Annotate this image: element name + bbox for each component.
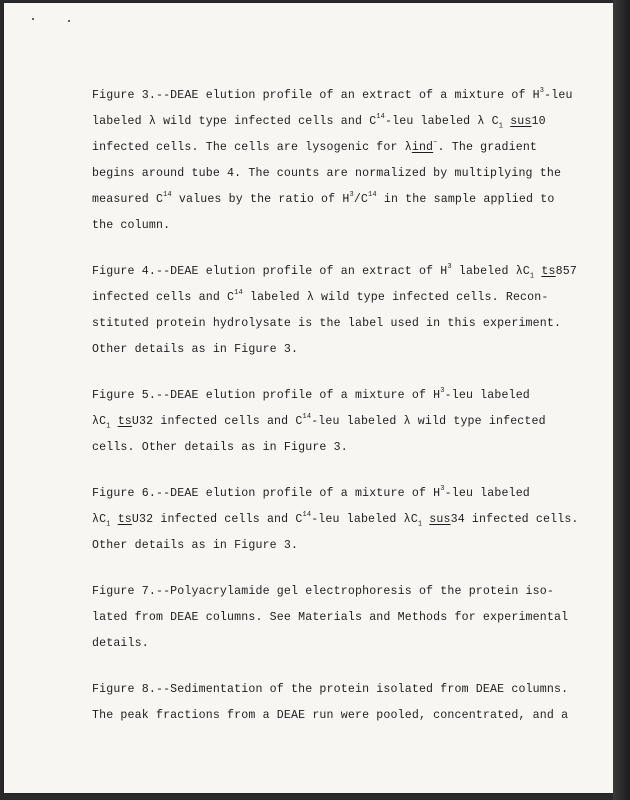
caption-line	[92, 161, 592, 187]
text-run: details.	[92, 637, 149, 650]
text-run: U32 infected cells and C	[131, 415, 303, 428]
text-run: ts	[117, 513, 132, 526]
figure-caption	[92, 259, 592, 363]
text-run: sus	[429, 513, 451, 526]
speck-mark	[68, 20, 70, 22]
text-run: the column.	[92, 219, 171, 232]
text-run: 1	[106, 422, 111, 431]
figure-caption	[92, 83, 592, 239]
text-run: 3	[539, 87, 545, 96]
text-run: in the sample applied to	[376, 193, 555, 206]
caption-line	[92, 481, 592, 507]
text-run: 3	[349, 191, 354, 200]
scan-edge	[613, 0, 630, 800]
text-run: . The gradient	[437, 141, 538, 154]
text-run: 3	[447, 263, 452, 272]
text-run: 10	[531, 115, 546, 128]
caption-line	[92, 285, 592, 311]
caption-line	[92, 135, 592, 161]
figure-caption	[92, 383, 592, 461]
text-run: ts	[117, 415, 132, 428]
text-run: 857	[555, 265, 577, 278]
text-run: stituted protein hydrolysate is the label used in this experiment.	[92, 317, 562, 330]
text-run: λC	[92, 415, 107, 428]
text-run: infected cells and C	[92, 291, 235, 304]
caption-line	[92, 435, 592, 461]
text-run: 14	[302, 511, 312, 520]
text-run: Figure 6.--DEAE elution profile of a mixture of H	[92, 487, 441, 500]
caption-line	[92, 631, 592, 657]
text-run: -leu labeled λ wild type infected	[311, 415, 546, 428]
text-run	[111, 513, 118, 526]
figure-caption	[92, 677, 592, 729]
text-run: 34 infected cells.	[450, 513, 579, 526]
text-run: -leu labeled	[444, 389, 530, 402]
text-run: The peak fractions from a DEAE run were pooled, concentrated, and a	[92, 709, 569, 722]
text-run: Figure 4.--DEAE elution profile of an extract of H	[92, 265, 448, 278]
text-run: 14	[368, 191, 377, 200]
text-run	[111, 415, 118, 428]
caption-line	[92, 703, 592, 729]
figure-caption	[92, 579, 592, 657]
text-run: Other details as in Figure 3.	[92, 539, 299, 552]
text-run: 1	[106, 520, 111, 529]
text-run: 1	[529, 272, 535, 281]
caption-line	[92, 337, 592, 363]
figure-caption	[92, 481, 592, 559]
text-run: measured C	[92, 193, 164, 206]
caption-line	[92, 605, 592, 631]
text-run: Figure 8.--Sedimentation of the protein isolated from DEAE columns.	[92, 683, 569, 696]
text-run: /C	[353, 193, 369, 206]
text-run: ind	[411, 141, 434, 154]
caption-line	[92, 109, 592, 135]
text-run: 14	[302, 413, 312, 422]
text-run: lated from DEAE columns. See Materials and Methods for experimental	[92, 611, 569, 624]
text-run: labeled λ wild type infected cells. Recon-	[242, 291, 549, 304]
text-run: values by the ratio of H	[171, 193, 350, 206]
text-run: −	[433, 139, 438, 148]
text-run: Figure 5.--DEAE elution profile of a mixture of H	[92, 389, 441, 402]
caption-line	[92, 533, 592, 559]
text-run: Figure 7.--Polyacrylamide gel electrophoresis of the protein iso-	[92, 585, 554, 598]
caption-line	[92, 187, 592, 213]
text-run: -leu labeled λC	[311, 513, 418, 526]
text-run: U32 infected cells and C	[131, 513, 303, 526]
caption-line	[92, 579, 592, 605]
caption-line	[92, 311, 592, 337]
text-run: 3	[440, 485, 445, 494]
caption-line	[92, 409, 592, 435]
text-run: 14	[376, 113, 385, 122]
text-run: λC	[92, 513, 107, 526]
document-page	[4, 3, 613, 793]
text-run: labeled λC	[451, 265, 530, 278]
text-run: 1	[417, 520, 423, 529]
caption-line	[92, 677, 592, 703]
text-run: infected cells. The cells are lysogenic for λ	[92, 141, 412, 154]
text-run: sus	[510, 115, 532, 128]
text-run: begins around tube 4. The counts are normalized by multiplying the	[92, 167, 562, 180]
caption-line	[92, 507, 592, 533]
text-run: 1	[498, 122, 504, 131]
text-run: ts	[541, 265, 556, 278]
speck-mark	[32, 18, 34, 20]
text-run: Figure 3.--DEAE elution profile of an extract of a mixture of H	[92, 89, 540, 102]
text-run: 14	[234, 289, 243, 298]
text-run: -leu labeled	[444, 487, 530, 500]
caption-line	[92, 383, 592, 409]
caption-line	[92, 213, 592, 239]
text-run: -leu labeled λ C	[385, 115, 499, 128]
text-run: cells. Other details as in Figure 3.	[92, 441, 348, 454]
caption-line	[92, 259, 592, 285]
figure-captions	[92, 83, 592, 749]
text-run: 3	[440, 387, 445, 396]
text-run: 14	[163, 191, 172, 200]
caption-line	[92, 83, 592, 109]
text-run: -leu	[544, 89, 573, 102]
text-run: Other details as in Figure 3.	[92, 343, 299, 356]
text-run: labeled λ wild type infected cells and C	[92, 115, 377, 128]
